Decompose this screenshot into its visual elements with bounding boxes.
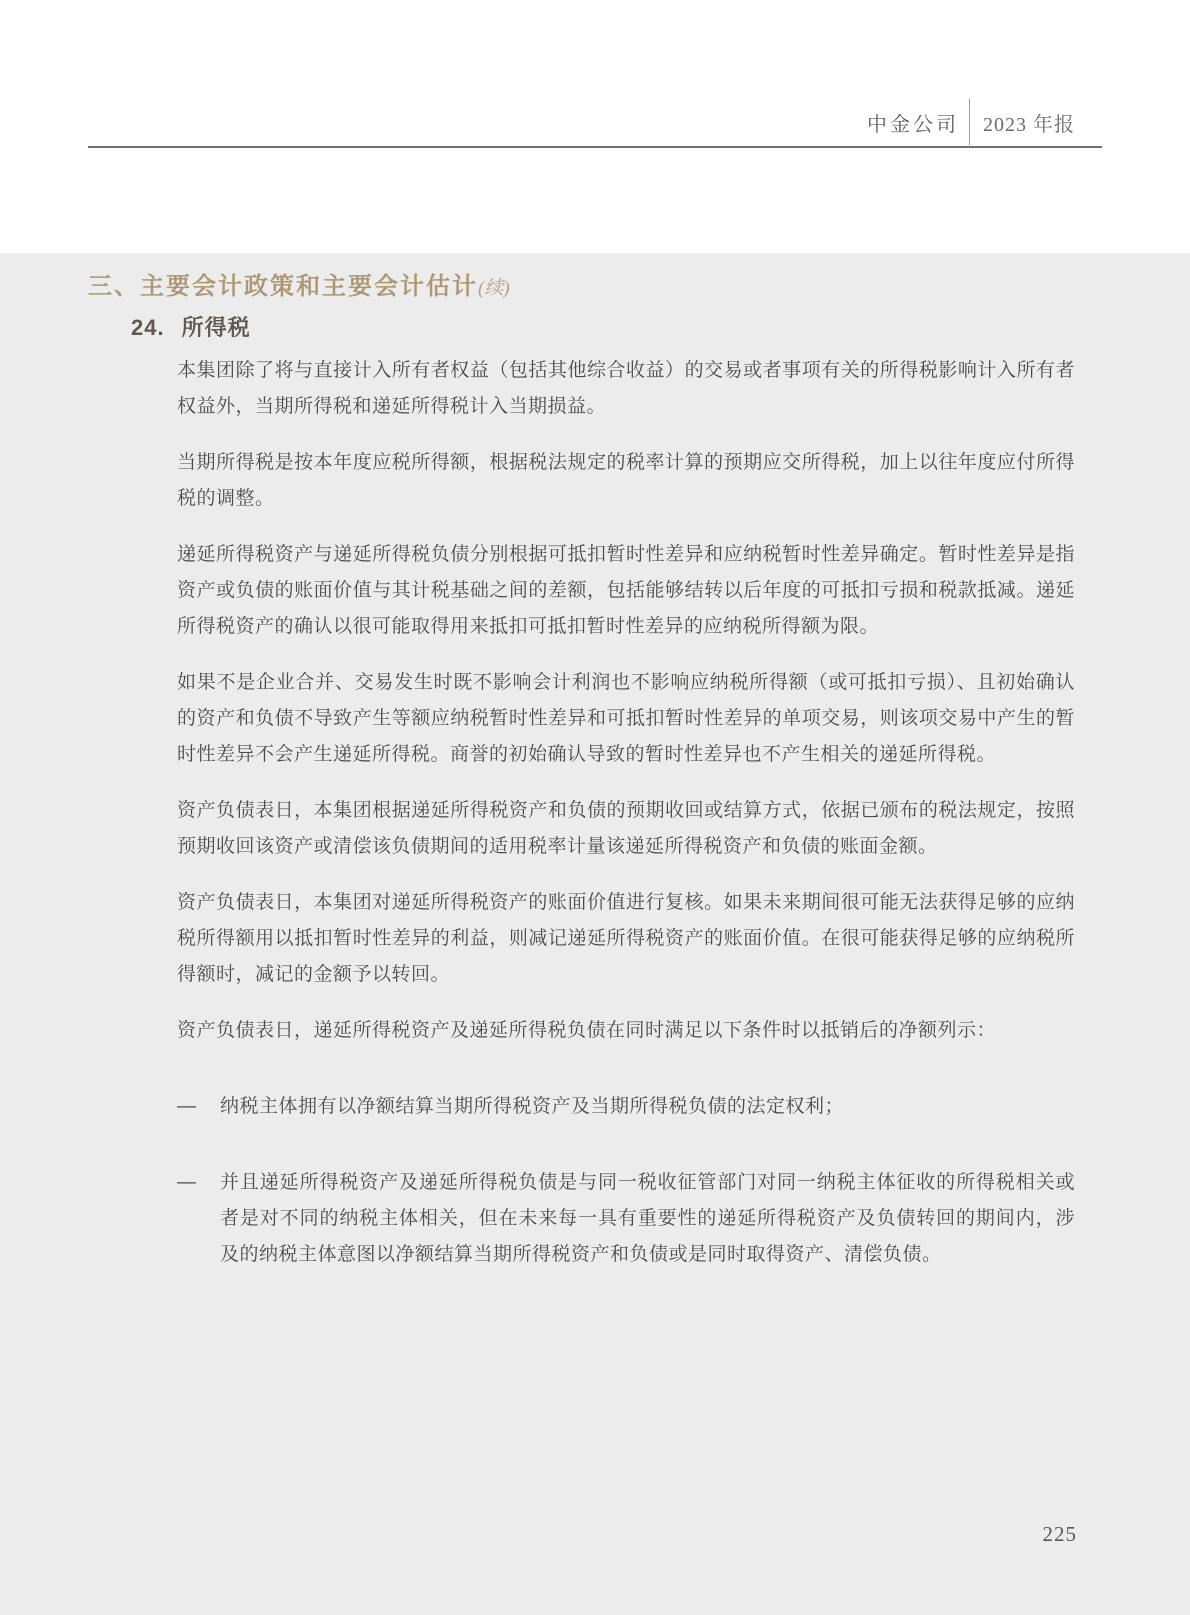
- body-paragraph: 当期所得税是按本年度应税所得额，根据税法规定的税率计算的预期应交所得税，加上以往年度应付所得税的调整。: [177, 452, 1075, 509]
- header-divider: [969, 99, 970, 145]
- page-number: 225: [1042, 1522, 1077, 1546]
- header-rule: [88, 146, 1102, 148]
- body-paragraph: 本集团除了将与直接计入所有者权益（包括其他综合收益）的交易或者事项有关的所得税影响计入所有者权益外，当期所得税和递延所得税计入当期损益。: [177, 360, 1075, 417]
- company-name: 中金公司: [867, 113, 959, 136]
- body-paragraph: 资产负债表日，本集团对递延所得税资产的账面价值进行复核。如果未来期间很可能无法获得足够的应纳税所得额用以抵扣暂时性差异的利益，则减记递延所得税资产的账面价值。在很可能获得足够的应纳税所得额时，减记的金额予以转回。: [177, 892, 1075, 985]
- subsection-heading: [131, 311, 251, 342]
- subsection-number: 24.: [131, 315, 165, 340]
- body-paragraph: 如果不是企业合并、交易发生时既不影响会计利润也不影响应纳税所得额（或可抵扣亏损）、且初始确认的资产和负债不导致产生等额应纳税暂时性差异和可抵扣暂时性差异的单项交易，则该项交易中产生的暂时性差异不会产生递延所得税。商誉的初始确认导致的暂时性差异也不产生相关的递延所得税。: [177, 672, 1075, 765]
- subsection-title: 所得税: [181, 315, 251, 340]
- report-edition: 2023 年报: [983, 113, 1075, 136]
- body-paragraph: 资产负债表日，本集团根据递延所得税资产和负债的预期收回或结算方式，依据已颁布的税法规定，按照预期收回该资产或清偿该负债期间的适用税率计量该递延所得税资产和负债的账面金额。: [177, 800, 1075, 857]
- body-paragraph-lead-in: 资产负债表日，递延所得税资产及递延所得税负债在同时满足以下条件时以抵销后的净额列示：: [177, 1020, 997, 1041]
- section-title: 三、主要会计政策和主要会计估计: [88, 273, 478, 300]
- section-continued-label: (续): [478, 278, 510, 299]
- bullet-dash: —: [177, 1172, 197, 1193]
- bullet-text: 并且递延所得税资产及递延所得税负债是与同一税收征管部门对同一纳税主体征收的所得税相关或者是对不同的纳税主体相关，但在未来每一具有重要性的递延所得税资产及负债转回的期间内，涉及的纳税主体意图以净额结算当期所得税资产和负债或是同时取得资产、清偿负债。: [220, 1172, 1075, 1265]
- bullet-dash: —: [177, 1096, 197, 1117]
- section-heading: [88, 266, 510, 301]
- bullet-list: [177, 1089, 1075, 1273]
- list-item: [177, 1165, 1075, 1273]
- body-paragraph: 递延所得税资产与递延所得税负债分别根据可抵扣暂时性差异和应纳税暂时性差异确定。暂时性差异是指资产或负债的账面价值与其计税基础之间的差额，包括能够结转以后年度的可抵扣亏损和税款抵减。递延所得税资产的确认以很可能取得用来抵扣可抵扣暂时性差异的应纳税所得额为限。: [177, 544, 1075, 637]
- report-header: [867, 98, 1075, 146]
- bullet-text: 纳税主体拥有以净额结算当期所得税资产及当期所得税负债的法定权利；: [220, 1096, 845, 1117]
- body-text: [177, 353, 1075, 1313]
- list-item: [177, 1089, 1075, 1125]
